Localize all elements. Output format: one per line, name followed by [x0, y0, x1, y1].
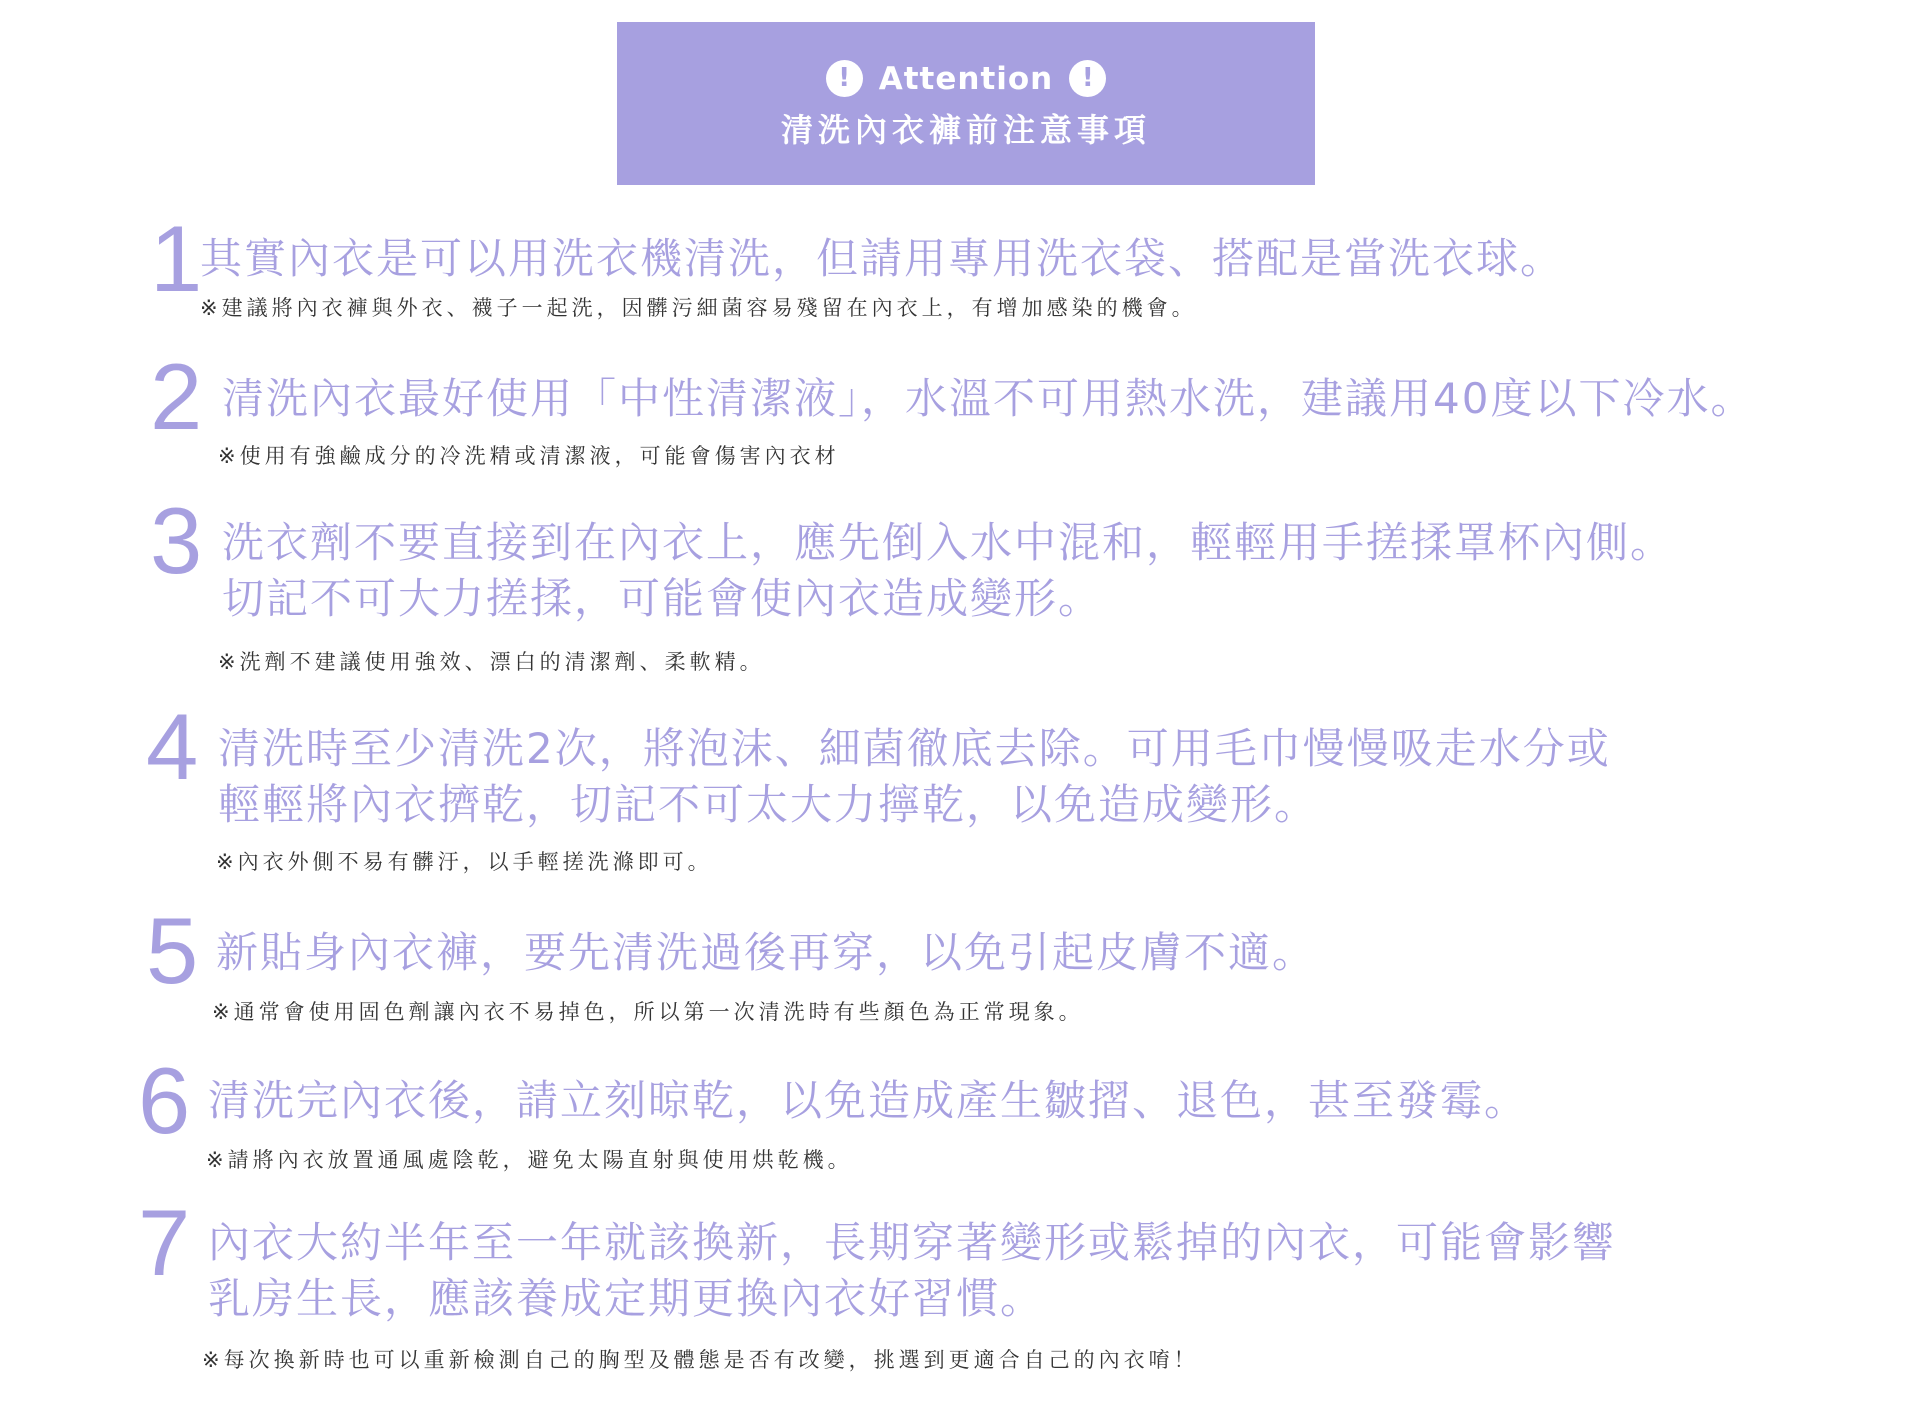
item-note: ※內衣外側不易有髒汙，以手輕搓洗滌即可。	[216, 850, 713, 874]
item-number: 6	[138, 1048, 191, 1153]
item-text: 乳房生長，應該養成定期更換內衣好習慣。	[208, 1274, 1045, 1323]
item-note: ※請將內衣放置通風處陰乾，避免太陽直射與使用烘乾機。	[206, 1148, 853, 1172]
banner-title-zh: 清洗內衣褲前注意事項	[780, 111, 1151, 149]
banner-title-en: Attention	[878, 60, 1054, 97]
item-number: 7	[138, 1190, 191, 1295]
item-text: 內衣大約半年至一年就該換新，長期穿著變形或鬆掉的內衣，可能會影響	[208, 1218, 1617, 1267]
item-text: 清洗完內衣後，請立刻晾乾，以免造成產生皺摺、退色，甚至發霉。	[208, 1076, 1529, 1125]
item-note: ※通常會使用固色劑讓內衣不易掉色，所以第一次清洗時有些顏色為正常現象。	[212, 1000, 1084, 1024]
item-text: 切記不可大力搓揉，可能會使內衣造成變形。	[222, 574, 1103, 623]
exclamation-icon: !	[1069, 60, 1106, 97]
attention-banner	[617, 22, 1315, 185]
item-number: 4	[146, 694, 199, 799]
item-text: 新貼身內衣褲，要先清洗過後再穿，以免引起皮膚不適。	[216, 928, 1317, 977]
item-number: 3	[150, 488, 203, 593]
item-text: 洗衣劑不要直接到在內衣上，應先倒入水中混和，輕輕用手搓揉罩杯內側。	[222, 518, 1675, 567]
item-number: 5	[146, 898, 199, 1003]
item-number: 1	[150, 206, 203, 311]
item-text: 其實內衣是可以用洗衣機清洗，但請用專用洗衣袋、搭配是當洗衣球。	[200, 234, 1565, 283]
item-number: 2	[150, 344, 203, 449]
item-note: ※洗劑不建議使用強效、漂白的清潔劑、柔軟精。	[218, 650, 765, 674]
item-text: 清洗內衣最好使用「中性清潔液」，水溫不可用熱水洗，建議用40度以下冷水。	[222, 374, 1755, 423]
item-text: 輕輕將內衣擠乾，切記不可太大力擰乾，以免造成變形。	[218, 780, 1319, 829]
item-note: ※建議將內衣褲與外衣、襪子一起洗，因髒污細菌容易殘留在內衣上，有增加感染的機會。	[200, 296, 1197, 320]
item-note: ※使用有強鹼成分的冷洗精或清潔液，可能會傷害內衣材	[218, 444, 840, 468]
exclamation-icon: !	[826, 60, 863, 97]
item-note: ※每次換新時也可以重新檢測自己的胸型及體態是否有改變，挑選到更適合自己的內衣唷！	[202, 1348, 1199, 1372]
banner-heading	[617, 60, 1315, 97]
item-text: 清洗時至少清洗2次，將泡沫、細菌徹底去除。可用毛巾慢慢吸走水分或	[218, 724, 1611, 773]
